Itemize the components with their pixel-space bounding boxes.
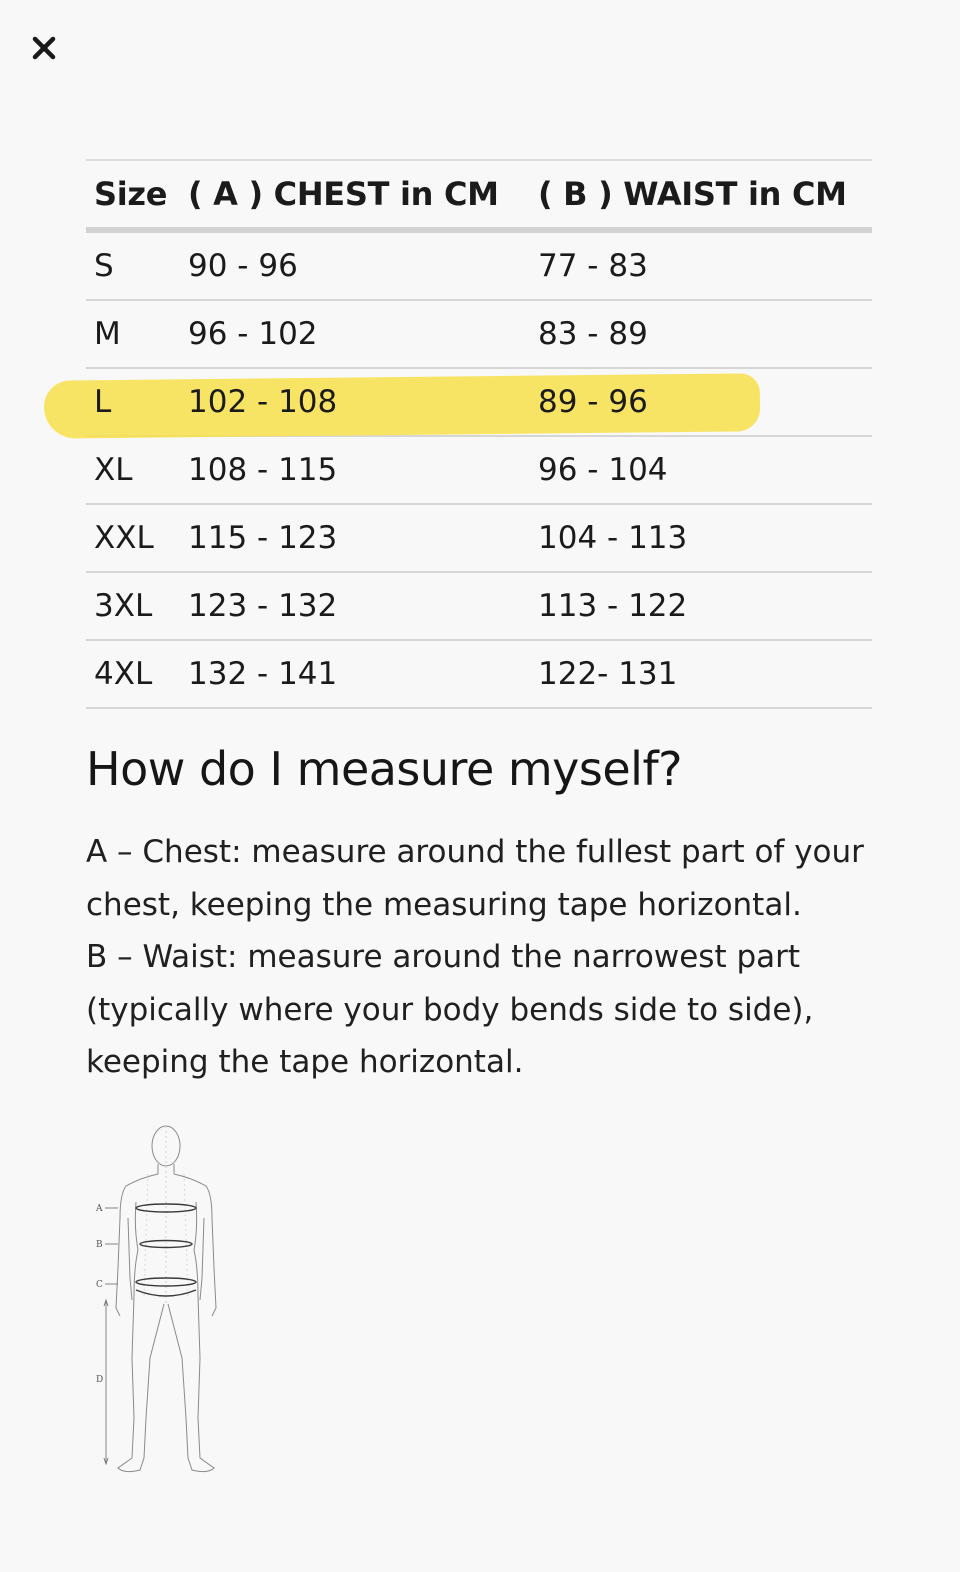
cell-chest: 102 - 108 [188,384,338,420]
cell-waist: 89 - 96 [538,384,648,420]
size-chart-table [86,159,872,709]
figure-label-b: B [96,1240,103,1250]
chest-instructions: A – Chest: measure around the fullest part of your chest, keeping the measuring tape horizontal. [86,834,864,923]
cell-size: XXL [94,520,154,556]
figure-label-d: D [96,1375,104,1385]
cell-chest: 108 - 115 [188,452,338,488]
figure-label-a: A [96,1204,103,1214]
cell-chest: 90 - 96 [188,248,298,284]
cell-chest: 132 - 141 [188,656,338,692]
table-header-row [86,161,872,227]
header-waist: ( B ) WAIST in CM [538,175,847,213]
cell-size: XL [94,452,133,488]
measurement-diagram [88,1118,248,1490]
cell-size: S [94,248,114,284]
header-size: Size [94,175,168,213]
cell-chest: 96 - 102 [188,316,318,352]
cell-waist: 113 - 122 [538,588,688,624]
cell-size: 3XL [94,588,153,624]
table-row-4xl [86,641,872,709]
table-row-xxl [86,505,872,573]
cell-waist: 104 - 113 [538,520,688,556]
cell-waist: 77 - 83 [538,248,648,284]
measure-guide-title: How do I measure myself? [86,742,683,796]
table-row-xl [86,437,872,505]
cell-chest: 123 - 132 [188,588,338,624]
measure-guide-text [86,826,886,1089]
close-button[interactable] [30,34,58,62]
table-row-l [86,369,872,437]
cell-waist: 122- 131 [538,656,678,692]
table-row-s [86,233,872,301]
table-row-m [86,301,872,369]
table-row-3xl [86,573,872,641]
cell-size: L [94,384,112,420]
cell-waist: 83 - 89 [538,316,648,352]
header-chest: ( A ) CHEST in CM [188,175,499,213]
cell-size: M [94,316,121,352]
body-measurement-figure [88,1118,248,1490]
figure-label-c: C [96,1280,103,1290]
close-icon[interactable] [30,34,58,62]
waist-instructions: B – Waist: measure around the narrowest part (typically where your body bends side to side), keeping the tape horizontal. [86,939,814,1080]
cell-waist: 96 - 104 [538,452,668,488]
cell-size: 4XL [94,656,153,692]
cell-chest: 115 - 123 [188,520,338,556]
